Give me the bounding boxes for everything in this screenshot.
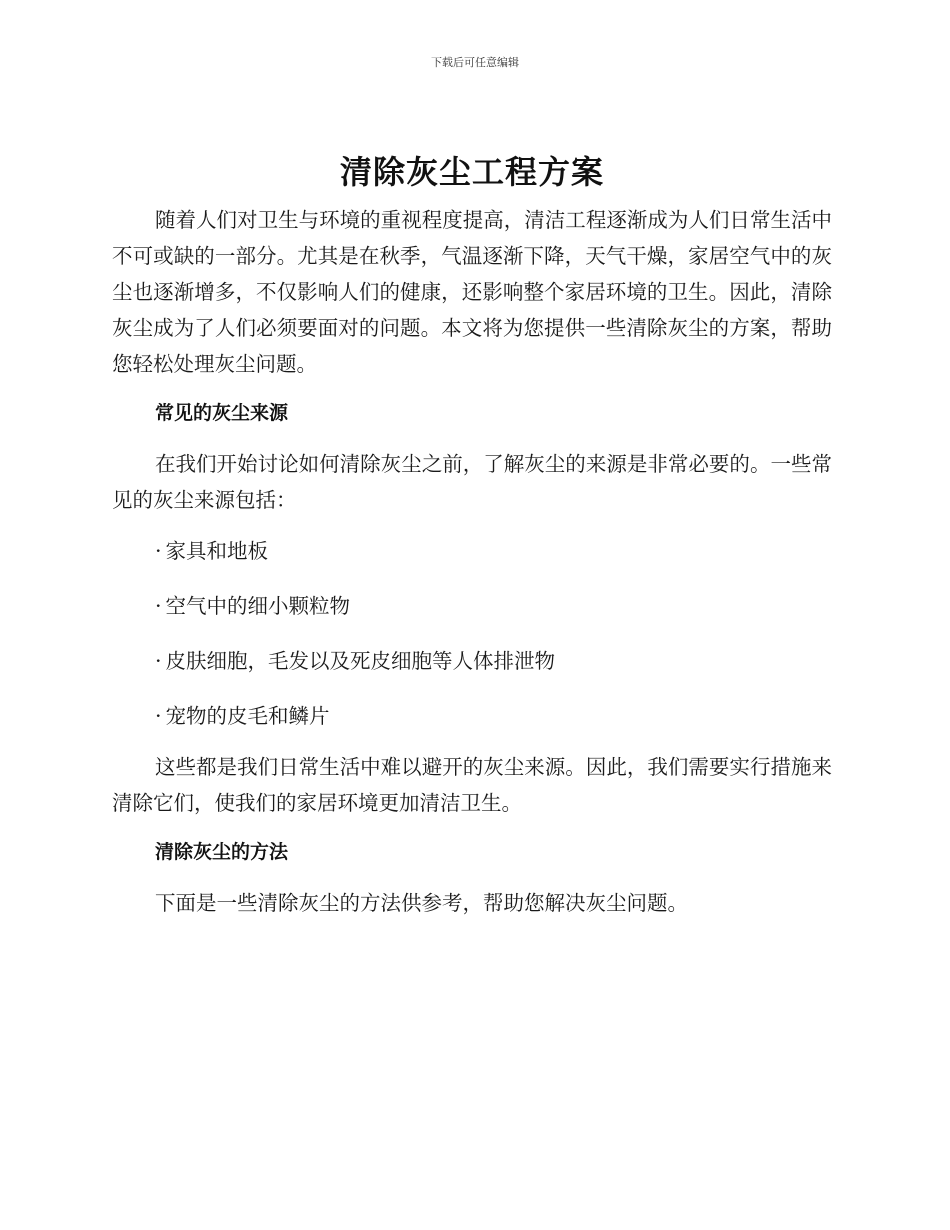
sources-conclusion-paragraph: 这些都是我们日常生活中难以避开的灰尘来源。因此，我们需要实行措施来清除它们，使我们的家居环境更加清洁卫生。 (112, 755, 832, 815)
methods-intro-paragraph: 下面是一些清除灰尘的方法供参考，帮助您解决灰尘问题。 (155, 891, 688, 915)
header-note: 下载后可任意编辑 (431, 56, 519, 69)
list-item (112, 536, 832, 566)
bullet-marker: · (155, 704, 162, 728)
spacer (112, 821, 832, 839)
list-item (112, 646, 832, 676)
list-item-text: 宠物的皮毛和鳞片 (165, 704, 330, 728)
bullet-marker: · (155, 594, 162, 618)
list-item (112, 701, 832, 731)
spacer (112, 382, 832, 400)
spacer (112, 621, 832, 646)
intro-paragraph: 随着人们对卫生与环境的重视程度提高，清洁工程逐渐成为人们日常生活中不可或缺的一部分。尤其是在秋季，气温逐渐下降，天气干燥，家居空气中的灰尘也逐渐增多，不仅影响人们的健康，还影响整个家居环境的卫生。因此，清除灰尘成为了人们必须要面对的问题。本文将为您提供一些清除灰尘的方案，帮助您轻松处理灰尘问题。 (112, 208, 832, 376)
list-item-text: 空气中的细小颗粒物 (165, 594, 351, 618)
section-heading-sources: 常见的灰尘来源 (155, 402, 289, 424)
document-content (112, 148, 832, 921)
section-heading-methods: 清除灰尘的方法 (155, 841, 289, 863)
bullet-marker: · (155, 539, 162, 563)
spacer (112, 865, 832, 885)
bullet-marker: · (155, 649, 162, 673)
sources-bullet-list (112, 536, 832, 731)
spacer (112, 731, 832, 749)
list-item-text: 家具和地板 (165, 539, 269, 563)
spacer (112, 518, 832, 536)
sources-intro-paragraph: 在我们开始讨论如何清除灰尘之前，了解灰尘的来源是非常必要的。一些常见的灰尘来源包括： (112, 452, 832, 512)
spacer (112, 566, 832, 591)
list-item-text: 皮肤细胞，毛发以及死皮细胞等人体排泄物 (165, 649, 556, 673)
spacer (112, 676, 832, 701)
document-title: 清除灰尘工程方案 (339, 153, 604, 191)
spacer (112, 426, 832, 446)
list-item (112, 591, 832, 621)
